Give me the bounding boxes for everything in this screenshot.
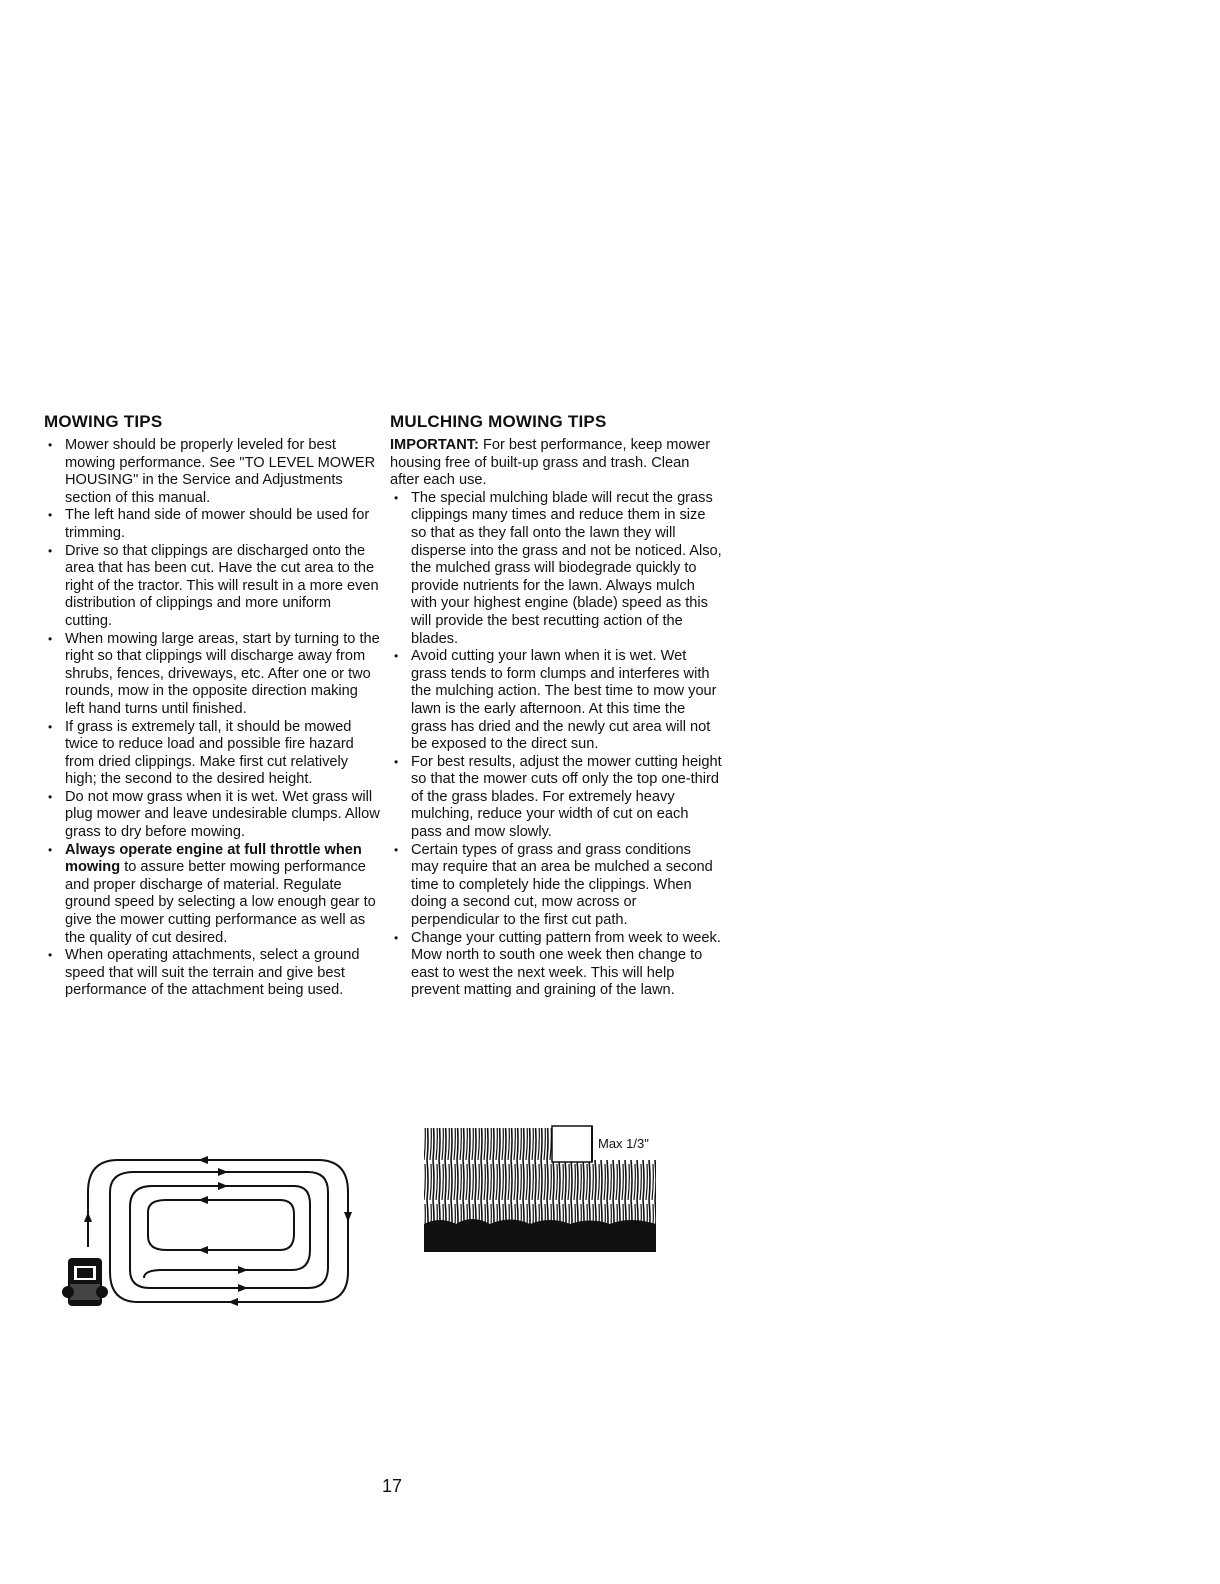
direction-arrow bbox=[198, 1196, 208, 1204]
list-item: • When operating attachments, select a ground speed that will suit the terrain and give best performance of the attachment being used. bbox=[44, 947, 380, 1000]
list-item: • Change your cutting pattern from week to week. Mow north to south one week then change to east to west the next week. This will help prevent matting and graining of the lawn. bbox=[390, 930, 722, 1000]
path-loop-5 bbox=[144, 1270, 162, 1278]
direction-arrow bbox=[198, 1156, 208, 1164]
full-throttle-bold-text: Always operate engine at full throttle when mowing bbox=[65, 841, 362, 876]
mowing-tips-list bbox=[44, 437, 380, 1000]
grass-height-diagram bbox=[420, 1120, 660, 1260]
path-loop-4 bbox=[148, 1200, 294, 1250]
direction-arrow bbox=[228, 1298, 238, 1306]
height-marker-box bbox=[552, 1126, 592, 1162]
list-item: • If grass is extremely tall, it should be mowed twice to reduce load and possible fire hazard from dried clippings. Make first cut relatively high; the second to the desired height. bbox=[44, 719, 380, 789]
direction-arrow bbox=[218, 1182, 228, 1190]
cut-grass-right bbox=[574, 1160, 656, 1230]
mowing-pattern-diagram bbox=[58, 1152, 358, 1312]
important-label: IMPORTANT: bbox=[390, 437, 479, 453]
mowing-tips-heading: MOWING TIPS bbox=[44, 412, 163, 431]
important-note bbox=[390, 437, 722, 490]
list-item: • The left hand side of mower should be used for trimming. bbox=[44, 507, 380, 542]
list-item: • Certain types of grass and grass conditions may require that an area be mulched a second time to completely hide the clippings. When doing a second cut, mow across or perpendicular to the first cut path. bbox=[390, 842, 722, 930]
direction-arrow bbox=[238, 1284, 248, 1292]
path-loop-3 bbox=[130, 1186, 310, 1270]
page-number: 17 bbox=[381, 1476, 403, 1496]
grass-base bbox=[424, 1224, 656, 1252]
max-height-label: Max 1/3" bbox=[598, 1136, 649, 1151]
list-item: • The special mulching blade will recut the grass clippings many times and reduce them in size so that as they fall onto the lawn they will disperse into the grass and not be noticed. Also, the mulched grass will biodegrade quickly to provide nutrients for the lawn. Always mulch with your highest engine (blade) speed as this will provide the best recutting action of the blades. bbox=[390, 490, 722, 648]
direction-arrow bbox=[84, 1212, 92, 1222]
list-item: • Do not mow grass when it is wet. Wet grass will plug mower and leave undesirable clumps. Allow grass to dry before mowing. bbox=[44, 789, 380, 842]
mulching-tips-list bbox=[390, 490, 722, 1000]
list-item: • When mowing large areas, start by turning to the right so that clippings will discharge away from shrubs, fences, driveways, etc. After one or two rounds, mow in the opposite direction making left hand turns until finished. bbox=[44, 631, 380, 719]
list-item: • For best results, adjust the mower cutting height so that the mower cuts off only the top one-third of the grass blades. For extremely heavy mulching, reduce your width of cut on each pass and mow slowly. bbox=[390, 754, 722, 842]
direction-arrow bbox=[198, 1246, 208, 1254]
tractor-icon bbox=[62, 1258, 108, 1306]
direction-arrow bbox=[344, 1212, 352, 1222]
direction-arrow bbox=[218, 1168, 228, 1176]
list-item: • Mower should be properly leveled for best mowing performance. See "TO LEVEL MOWER HOUSING" in the Service and Adjustments section of this manual. bbox=[44, 437, 380, 507]
list-item: • Avoid cutting your lawn when it is wet. Wet grass tends to form clumps and interferes with the mulching action. The best time to mow your lawn is the early afternoon. At this time the grass has dried and the newly cut area will not be exposed to the direct sun. bbox=[390, 648, 722, 754]
list-item: • Drive so that clippings are discharged onto the area that has been cut. Have the cut area to the right of the tractor. This will result in a more even distribution of clippings and more uniform cutting. bbox=[44, 543, 380, 631]
full-throttle-rest-text: to assure better mowing performance and proper discharge of material. Regulate ground speed by selecting a low enough gear to give the mower cutting performance as well as the quality of cut desired. bbox=[65, 859, 376, 946]
mulching-tips-heading: MULCHING MOWING TIPS bbox=[390, 412, 607, 431]
mowing-tips-section bbox=[44, 412, 380, 1000]
direction-arrow bbox=[238, 1266, 248, 1274]
important-text: For best performance, keep mower housing free of built-up grass and trash. Clean after each use. bbox=[390, 437, 711, 489]
mulching-tips-section bbox=[390, 412, 722, 1000]
list-item-full-throttle bbox=[44, 842, 380, 948]
